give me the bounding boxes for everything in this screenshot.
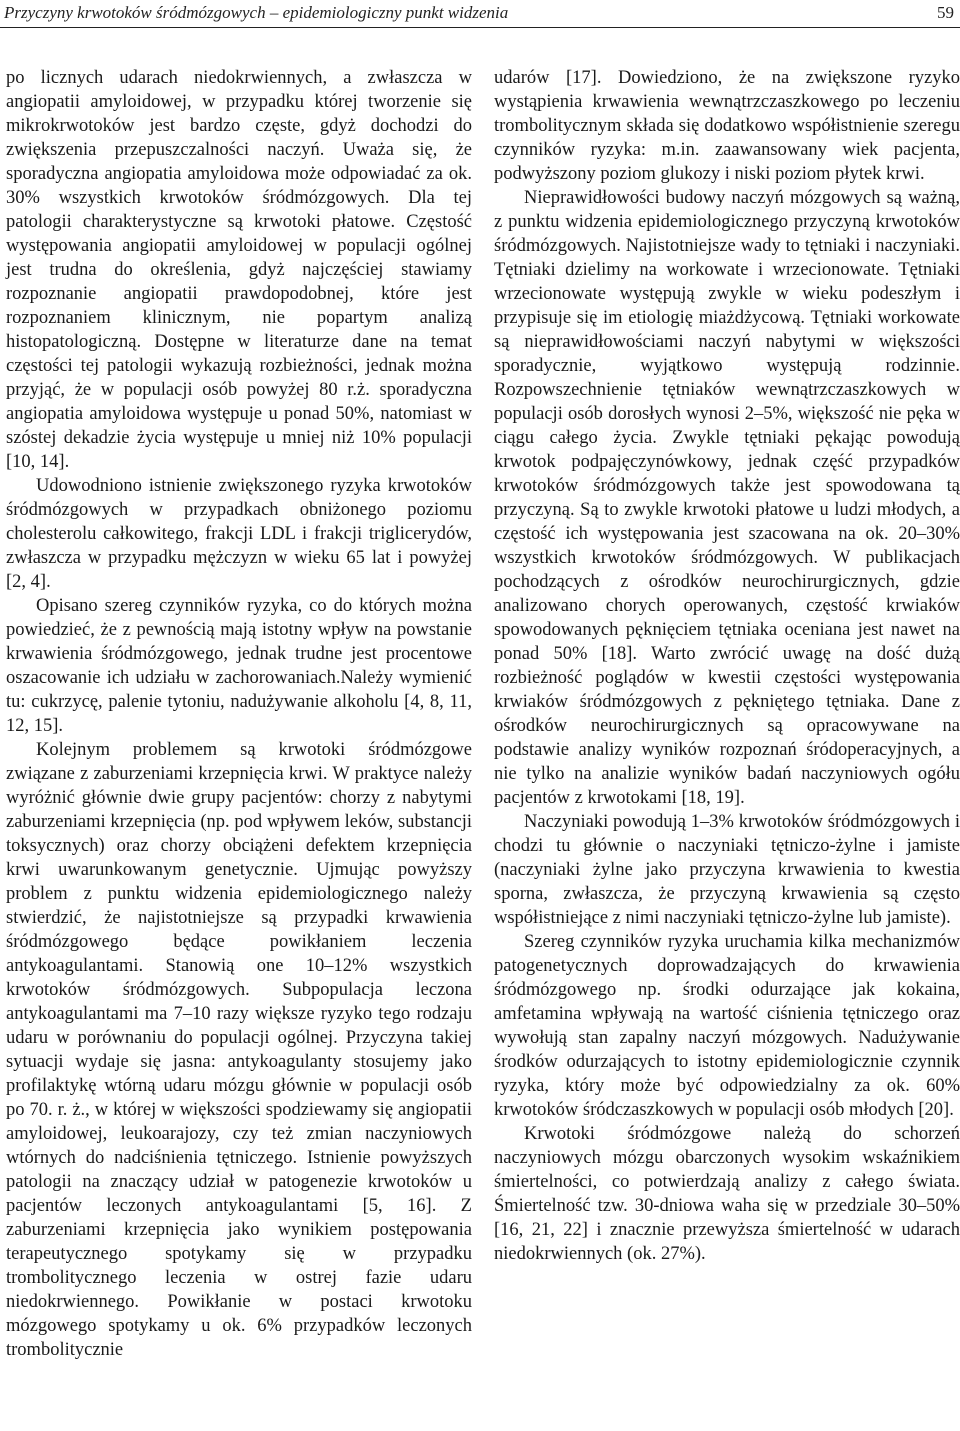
paragraph: po licznych udarach niedokrwiennych, a zwłaszcza w angiopatii amyloidowej, w przypadku której tworzenie się mikrokrwotoków jest bardzo częste, gdyż dochodzi do zwiększenia przepuszczalności naczyń. Uważa się, że sporadyczna angiopatia amyloidowa może odpowiadać za ok. 30% wszystkich krwotoków śródmózgowych. Dla tej patologii charakterystyczne są krwotoki płatowe. Częstość występowania angiopatii amyloidowej w populacji ogólnej jest trudna do określenia, gdyż najczęściej stawiamy rozpoznanie angiopatii prawdopodobnej, które jest rozpoznaniem klinicznym, nie popartym analizą histopatologiczną. Dostępne w literaturze dane na temat częstości tej patologii wykazują rozbieżności, jednak można przyjąć, że w populacji osób powyżej 80 r.ż. sporadyczna angiopatia amyloidowa występuje u ponad 50%, natomiast w szóstej dekadzie życia występuje u mniej niż 10% populacji [10, 14].: [6, 68, 472, 472]
left-column: [6, 66, 472, 1362]
right-column: [494, 66, 960, 1266]
page-header: [0, 0, 960, 30]
paragraph: Opisano szereg czynników ryzyka, co do których można powiedzieć, że z pewnością mają istotny wpływ na powstanie krwawienia śródmózgowego, jednak trudne jest procentowe oszacowanie ich udziału w zachorowaniach.Należy wymienić tu: cukrzycę, palenie tytoniu, nadużywanie alkoholu [4, 8, 11, 12, 15].: [6, 596, 472, 736]
header-rule: [0, 27, 960, 28]
paragraph: Krwotoki śródmózgowe należą do schorzeń naczyniowych mózgu obarczonych wysokim wskaźnikiem śmiertelności, co potwierdzają analizy z całego świata. Śmiertelność tzw. 30-dniowa waha się w przedziale 30–50% [16, 21, 22] i znacznie przewyższa śmiertelność w udarach niedokrwiennych (ok. 27%).: [494, 1124, 960, 1264]
paragraph: Naczyniaki powodują 1–3% krwotoków śródmózgowych i chodzi tu głównie o naczyniaki tętniczo-żylne i jamiste (naczyniaki żylne jako przyczyna krwawienia to kwestia sporna, zwłaszcza, że przyczyną krwawienia są często współistniejące z nimi naczyniaki tętniczo-żylne lub jamiste).: [494, 812, 960, 928]
paragraph: Szereg czynników ryzyka uruchamia kilka mechanizmów patogenetycznych doprowadzających do krwawienia śródmózgowego np. środki odurzające jak kokaina, amfetamina wpływają na wartość ciśnienia tętniczego oraz wywołują stan zapalny naczyń mózgowych. Nadużywanie środków odurzających to istotny epidemiologicznie czynnik ryzyka, który może być odpowiedzialny za ok. 60% krwotoków śródczaszkowych w populacji osób młodych [20].: [494, 932, 960, 1120]
running-title: Przyczyny krwotoków śródmózgowych – epidemiologiczny punkt widzenia: [4, 3, 509, 22]
paragraph: Nieprawidłowości budowy naczyń mózgowych są ważną, z punktu widzenia epidemiologicznego przyczyną krwotoków śródmózgowych. Najistotniejsze wady to tętniaki i naczyniaki. Tętniaki dzielimy na workowate i wrzecionowate. Tętniaki wrzecionowate występują zwykle w wieku podeszłym i przypisuje się im etiologię miażdżycową. Tętniaki workowate są nieprawidłowościami naczyń nabytymi w większości sporadycznie, wyjątkowo występują rodzinnie. Rozpowszechnienie tętniaków wewnątrzczaszkowych w populacji osób dorosłych wynosi 2–5%, większość nie pęka w ciągu całego życia. Zwykle tętniaki pękając powodują krwotok podpajęczynówkowy, jednak część przypadków krwotoków śródmózgowych także jest spowodowana tą przyczyną. Są to zwykle krwotoki płatowe u ludzi młodych, a częstość ich występowania jest szacowana na ok. 20–30% wszystkich krwotoków śródmózgowych. W publikacjach pochodzących z ośrodków neurochirurgicznych, gdzie analizowano chorych operowanych, częstość krwiaków spowodowanych pęknięciem tętniaka oceniana jest nawet na ponad 50% [18]. Warto zwrócić uwagę na dość dużą rozbieżność poglądów w kwestii częstości występowania krwiaków śródmózgowych z pękniętego tętniaka. Dane z ośrodków neurochirurgicznych są opracowywane na podstawie analizy wyników rozpoznań śródoperacyjnych, a nie tylko na analizie wyników badań naczyniowych ogółu pacjentów z krwotokami [18, 19].: [494, 188, 960, 808]
paragraph: Kolejnym problemem są krwotoki śródmózgowe związane z zaburzeniami krzepnięcia krwi. W praktyce należy wyróżnić głównie dwie grupy pacjentów: chorzy z nabytymi zaburzeniami krzepnięcia (np. pod wpływem leków, substancji toksycznych) oraz chorzy obciążeni defektem krzepnięcia krwi uwarunkowanym genetycznie. Ujmując powyższy problem z punktu widzenia epidemiologicznego należy stwierdzić, że najistotniejsze są przypadki krwawienia śródmózgowego będące powikłaniem leczenia antykoagulantami. Stanowią one 10–12% wszystkich krwotoków śródmózgowych. Subpopulacja leczona antykoagulantami ma 7–10 razy większe ryzyko tego rodzaju udaru w porównaniu do populacji ogólnej. Przyczyna takiej sytuacji wydaje się jasna: antykoagulanty stosujemy jako profilaktykę wtórną udaru mózgu głównie w populacji osób po 70. r. ż., w której w większości spodziewamy się angiopatii amyloidowej, leukoarajozy, czy też zmian naczyniowych wtórnych do nadciśnienia tętniczego. Istnienie powyższych patologii na znaczący udział w patogenezie krwotoków u pacjentów leczonych antykoagulantami [5, 16]. Z zaburzeniami krzepnięcia jako wynikiem postępowania terapeutycznego spotykamy się w przypadku trombolitycznego leczenia w ostrej fazie udaru niedokrwiennego. Powikłanie w postaci krwotoku mózgowego spotykamy u ok. 6% przypadków leczonych trombolitycznie: [6, 740, 472, 1360]
page-number: 59: [937, 3, 954, 22]
paragraph: udarów [17]. Dowiedziono, że na zwiększone ryzyko wystąpienia krwawienia wewnątrzczaszkowego po leczeniu trombolitycznym składa się dodatkowo współistnienie szeregu czynników ryzyka: m.in. zaawansowany wiek pacjenta, podwyższony poziom glukozy i niski poziom płytek krwi.: [494, 68, 960, 184]
paragraph: Udowodniono istnienie zwiększonego ryzyka krwotoków śródmózgowych w przypadkach obniżonego poziomu cholesterolu całkowitego, frakcji LDL i frakcji triglicerydów, zwłaszcza w przypadku mężczyzn w wieku 65 lat i powyżej [2, 4].: [6, 476, 472, 592]
